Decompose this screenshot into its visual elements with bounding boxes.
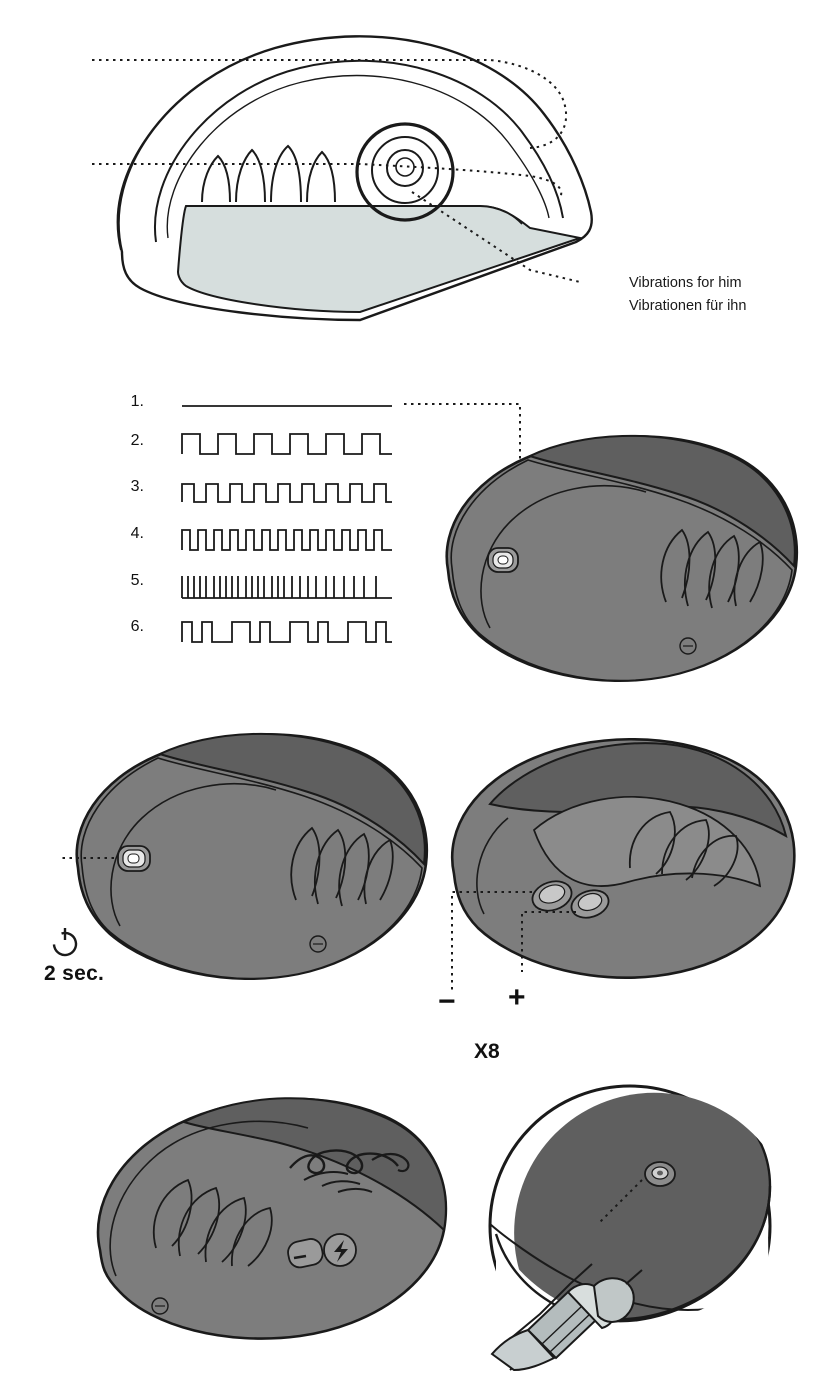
mode-index-1: 1. [130,393,144,410]
label-intensity-steps: X8 [474,1040,500,1063]
waveform-5-ticks [182,576,376,598]
label-hold-duration: 2 sec. [44,962,105,985]
charging-port [645,1162,675,1186]
power-button[interactable] [118,846,150,871]
figure-charging-device [470,1078,800,1378]
figure-branding-device [72,1080,462,1370]
mode-index-6: 6. [130,618,144,635]
mode-index-2: 2. [130,432,144,449]
figure-intensity-device [430,718,810,1008]
figure-cross-section [60,20,620,350]
device-charging-svg [470,1078,800,1378]
caption-vibrations-him: Vibrations for him [629,275,742,291]
mode-waveforms-svg [180,390,410,650]
power-button[interactable] [324,1234,356,1266]
label-intensity-plus: + [508,981,526,1014]
waveform-3 [182,484,392,502]
cross-section-svg [60,20,620,350]
figure-mode-device [430,420,810,695]
device-mode-svg [430,420,810,695]
waveform-2 [182,434,392,454]
mode-button[interactable] [488,548,518,572]
device-branding-svg [72,1080,462,1370]
mode-index-3: 3. [130,478,144,495]
device-power-svg [60,718,440,993]
label-intensity-minus: − [438,985,456,1018]
waveform-6 [182,622,392,642]
device-intensity-svg [430,718,810,1008]
figure-power-device [60,718,440,993]
mode-index-5: 5. [130,572,144,589]
caption-vibrationen-ihn: Vibrationen für ihn [629,298,747,314]
mode-index-4: 4. [130,525,144,542]
mode-waveforms [180,390,410,650]
power-icon [48,925,82,959]
waveform-4 [182,530,392,550]
